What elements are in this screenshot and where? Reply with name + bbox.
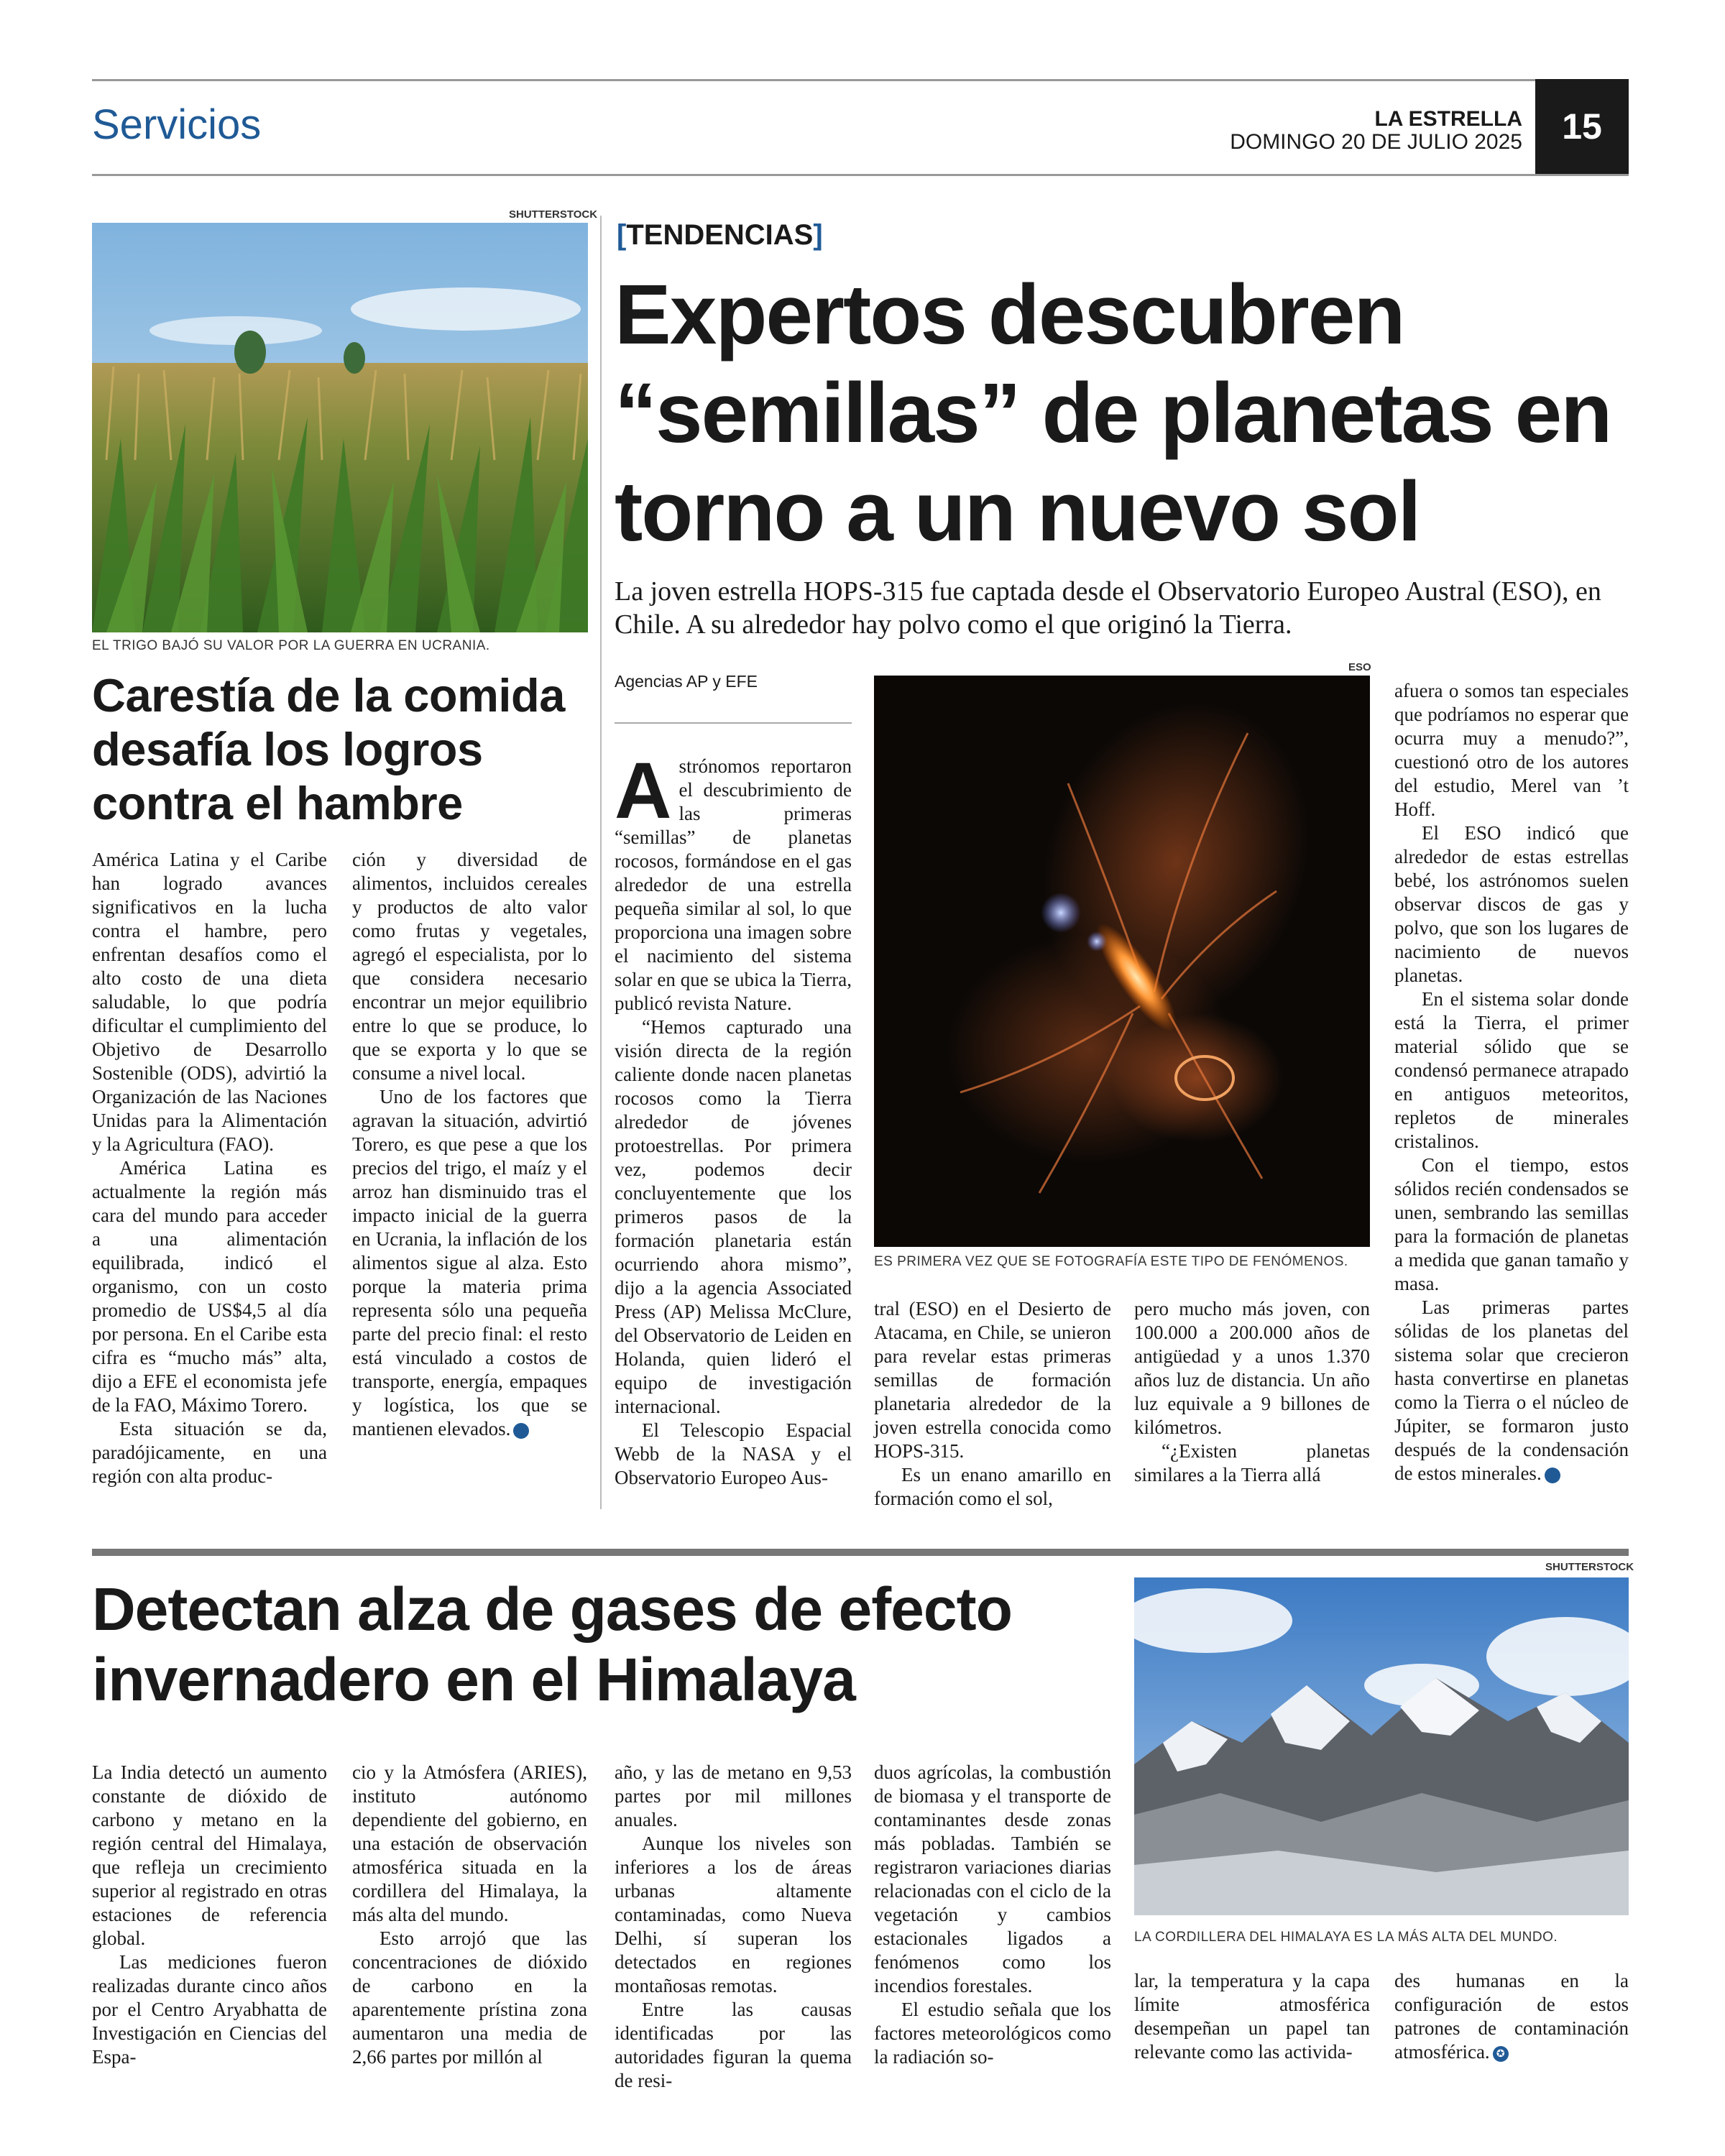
paragraph: lar, la temperatura y la capa límite atmosférica desempeñan un papel tan relevante como las activida- <box>1134 1970 1370 2063</box>
paragraph <box>1394 1296 1629 1485</box>
planet-seeds-deck: La joven estrella HOPS-315 fue captada desde el Observatorio Europeo Austral (ESO), en Chile. A su alrededor hay polvo como el que originó la Tierra. <box>615 576 1601 640</box>
header-bottom-rule <box>92 174 1629 176</box>
bottom-story-rule <box>92 1549 1629 1556</box>
kicker-close-bracket: ] <box>813 219 823 251</box>
issue-date: DOMINGO 20 DE JULIO 2025 <box>1230 130 1522 154</box>
header-top-rule <box>92 79 1629 81</box>
paragraph: año, y las de metano en 9,53 partes por mil millones anuales. <box>615 1761 852 1830</box>
end-of-story-icon: ✪ <box>1545 1468 1560 1483</box>
planet-seeds-headline: Expertos descubren “semillas” de planetas en torno a un nuevo sol <box>615 267 1611 559</box>
column-divider <box>600 216 602 1509</box>
paragraph: El estudio señala que los factores meteorológicos como la radiación so- <box>874 1999 1111 2068</box>
paragraph: Esto arrojó que las concentraciones de dióxido de carbono en la aparentemente prístina zona aumentaron una media de 2,66 partes por millón al <box>352 1927 587 2068</box>
wheat-photo-credit: SHUTTERSTOCK <box>509 208 598 221</box>
paragraph <box>352 1085 587 1441</box>
kicker-open-bracket: [ <box>617 219 627 251</box>
paragraph: cio y la Atmósfera (ARIES), instituto autónomo dependiente del gobierno, en una estación de observación atmosférica situada en la cordillera del Himalaya, la más alta del mundo. <box>352 1761 587 1925</box>
paragraph: América Latina y el Caribe han logrado avances significativos en la lucha contra el hambre, pero enfrentan desafíos como el alto costo de una dieta saludable, lo que podría dificultar el cumplimiento del Objetivo de Desarrollo Sostenible (ODS), advirtió la Organización de las Naciones Unidas para la Alimentación y la Agricultura (FAO). <box>92 849 327 1155</box>
wheat-field-illustration <box>92 223 588 632</box>
himalaya-story-column-2 <box>352 1761 587 2069</box>
paragraph <box>1394 1969 1629 2064</box>
paragraph: El ESO indicó que alrededor de estas estrellas bebé, los astrónomos suelen observar discos de gas y polvo, que son los lugares de nacimiento de nuevos planetas. <box>1394 822 1629 986</box>
paragraph: ción y diversidad de alimentos, incluidos cereales y productos de alto valor como frutas y vegetales, agregó el especialista, por lo que considera necesario encontrar un mejor equilibrio entre lo que se produce, lo que se exporta y lo que se consume a nivel local. <box>352 849 587 1084</box>
paragraph: En el sistema solar donde está la Tierra, el primer material sólido que se condensó permanece atrapado en antiguos meteoritos, repletos de minerales cristalinos. <box>1394 988 1629 1152</box>
wheat-field-photo <box>92 223 588 632</box>
byline-rule <box>615 722 852 724</box>
food-cost-headline: Carestía de la comida desafía los logros contra el hambre <box>92 669 565 829</box>
planet-story-column-3 <box>1134 1297 1370 1487</box>
himalaya-story-column-1 <box>92 1761 327 2069</box>
newspaper-name: LA ESTRELLA <box>1374 107 1522 131</box>
paragraph: América Latina es actualmente la región más cara del mundo para acceder a una alimentación equilibrada, indicó el organismo, con un costo promedio de US$4,5 al día por persona. En el Caribe esta cifra es “mucho más” alta, dijo a EFE el economista jefe de la FAO, Máximo Torero. <box>92 1157 327 1416</box>
planet-story-column-4 <box>1394 679 1629 1485</box>
wheat-photo-caption: EL TRIGO BAJÓ SU VALOR POR LA GUERRA EN UCRANIA. <box>92 638 490 653</box>
himalaya-illustration <box>1134 1577 1629 1915</box>
paragraph: Entre las causas identificadas por las autoridades figuran la quema de resi- <box>615 1999 852 2091</box>
himalaya-headline: Detectan alza de gases de efecto invernadero en el Himalaya <box>92 1575 1012 1713</box>
himalaya-photo-credit: SHUTTERSTOCK <box>1545 1561 1634 1573</box>
paragraph: Las mediciones fueron realizadas durante cinco años por el Centro Aryabhatta de Investigación en Ciencias del Espa- <box>92 1951 327 2068</box>
paragraph-text: Las primeras partes sólidas de los planetas del sistema solar que crecieron hasta convertirse en planetas como la Tierra o el núcleo de Júpiter, se formaron justo después de la condensación de estos minerales. <box>1394 1296 1629 1484</box>
himalaya-story-column-6 <box>1394 1969 1629 2064</box>
himalaya-story-column-4 <box>874 1761 1111 2069</box>
masthead <box>1230 108 1522 154</box>
section-title: Servicios <box>92 101 262 148</box>
planet-story-column-1 <box>615 747 852 1490</box>
paragraph-text: des humanas en la configuración de estos patrones de contaminación atmosférica. <box>1394 1970 1629 2063</box>
page-number: 15 <box>1535 79 1629 174</box>
paragraph-text: Uno de los factores que agravan la situación, advirtió Torero, es que pese a que los precios del trigo, el maíz y el arroz han disminuido tras el impacto inicial de la guerra en Ucrania, la inflación de los alimentos sigue al alza. Esto porque la materia prima representa sólo una pequeña parte del precio final: el resto está vinculado a costos de transporte, energía, empaques y logística, los que se mantienen elevados. <box>352 1086 587 1439</box>
paragraph: Esta situación se da, paradójicamente, en una región con alta produc- <box>92 1418 327 1487</box>
paragraph: El Telescopio Espacial Webb de la NASA y el Observatorio Europeo Aus- <box>615 1419 852 1488</box>
food-story-column-2 <box>352 848 587 1441</box>
himalaya-photo-caption: LA CORDILLERA DEL HIMALAYA ES LA MÁS ALTA DEL MUNDO. <box>1134 1930 1558 1945</box>
paragraph: Es un enano amarillo en formación como el sol, <box>874 1464 1111 1509</box>
paragraph <box>615 747 852 1015</box>
protostar-illustration <box>874 676 1370 1247</box>
tendencias-kicker <box>617 219 823 252</box>
himalaya-photo <box>1134 1577 1629 1915</box>
paragraph-text: strónomos reportaron el descubrimiento de las primeras “semillas” de planetas rocosos, formándose en el gas alrededor de una estrella pequeña similar al sol, lo que proporciona una imagen sobre el nacimiento del sistema solar en que se ubica la Tierra, publicó revista Nature. <box>615 755 852 1014</box>
food-story-column-1 <box>92 848 327 1488</box>
paragraph: Aunque los niveles son inferiores a los de áreas urbanas altamente contaminadas, como Nueva Delhi, sí superan los detectados en regiones montañosas remotas. <box>615 1833 852 1996</box>
kicker-label: TENDENCIAS <box>626 219 814 251</box>
paragraph: “Hemos capturado una visión directa de la región caliente donde nacen planetas rocosos como la Tierra alrededor de jóvenes protoestrellas. Por primera vez, podemos decir concluyentemente que los primeros pasos de la formación planetaria están ocurriendo ahora mismo”, dijo a la agencia Associated Press (AP) Melissa McClure, del Observatorio de Leiden en Holanda, quien lideró el equipo de investigación internacional. <box>615 1016 852 1417</box>
paragraph: Con el tiempo, estos sólidos recién condensados se unen, sembrando las semillas para la formación de planetas a medida que ganan tamaño y masa. <box>1394 1154 1629 1294</box>
drop-cap: A <box>615 747 672 835</box>
paragraph: La India detectó un aumento constante de dióxido de carbono y metano en la región central del Himalaya, que refleja un crecimiento superior al registrado en otras estaciones de referencia global. <box>92 1761 327 1949</box>
himalaya-story-column-3 <box>615 1761 852 2093</box>
paragraph: tral (ESO) en el Desierto de Atacama, en Chile, se unieron para revelar estas primeras semillas de formación planetaria alrededor de la joven estrella conocida como HOPS-315. <box>874 1298 1111 1462</box>
end-of-story-icon: ✪ <box>1493 2046 1509 2062</box>
protostar-photo <box>874 676 1370 1247</box>
byline: Agencias AP y EFE <box>615 672 758 691</box>
protostar-photo-caption: ES PRIMERA VEZ QUE SE FOTOGRAFÍA ESTE TIPO DE FENÓMENOS. <box>874 1254 1348 1269</box>
end-of-story-icon: ✪ <box>513 1423 529 1439</box>
planet-story-column-2 <box>874 1297 1111 1511</box>
himalaya-story-column-5 <box>1134 1969 1370 2064</box>
eso-photo-credit: ESO <box>1348 661 1371 673</box>
paragraph: “¿Existen planetas similares a la Tierra allá <box>1134 1440 1370 1485</box>
paragraph: afuera o somos tan especiales que podríamos no esperar que ocurra muy a menudo?”, cuestionó otro de los autores del estudio, Merel van ’t Hoff. <box>1394 680 1629 820</box>
paragraph: pero mucho más joven, con 100.000 a 200.000 años de antigüedad y a unos 1.370 años luz de distancia. Un año luz equivale a 9 billones de kilómetros. <box>1134 1298 1370 1438</box>
paragraph: duos agrícolas, la combustión de biomasa y el transporte de contaminantes desde zonas más pobladas. También se registraron variaciones diarias relacionadas con el ciclo de la vegetación y cambios estacionales ligados a fenómenos como los incendios forestales. <box>874 1761 1111 1996</box>
